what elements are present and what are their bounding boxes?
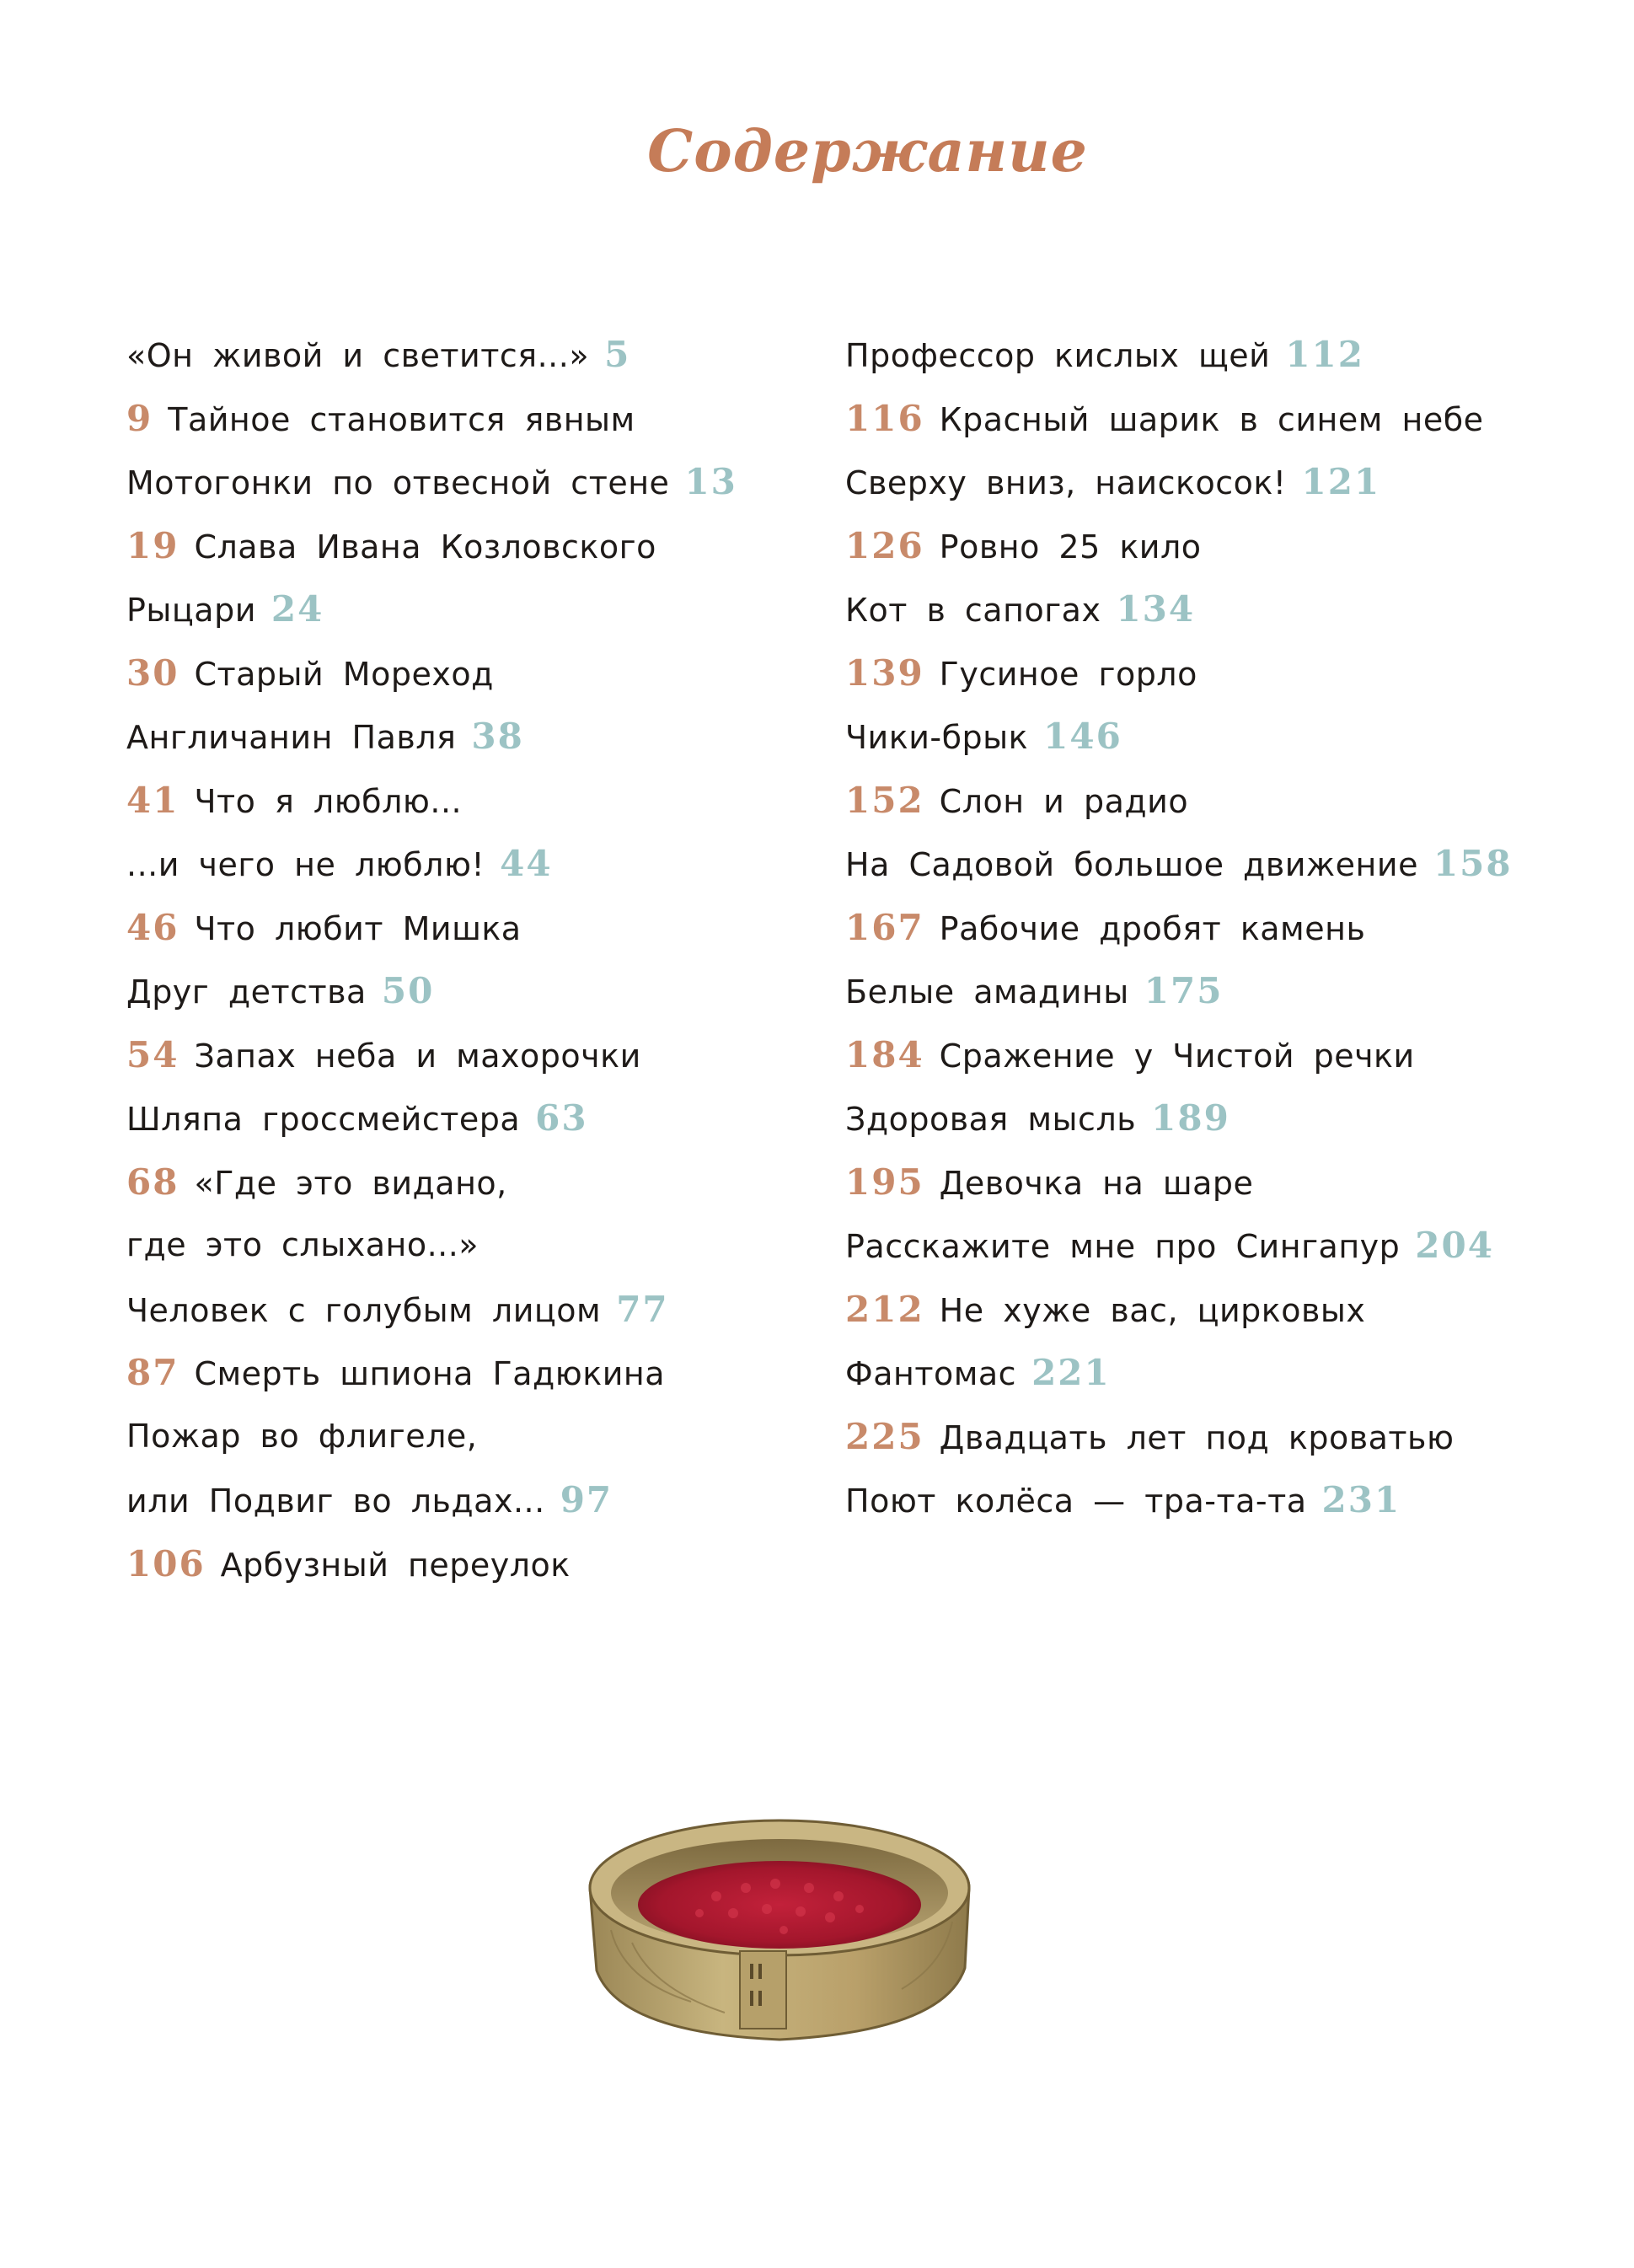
entry-title: Рыцари — [126, 592, 256, 629]
page-number: 175 — [1144, 970, 1224, 1011]
entry-title: или Подвиг во льдах... — [126, 1483, 545, 1520]
toc-entry — [845, 641, 1513, 705]
entry-title: Расскажите мне про Сингапур — [845, 1228, 1401, 1265]
toc-entry — [126, 1532, 737, 1596]
page-number: 87 — [126, 1352, 179, 1393]
toc-entry — [845, 1468, 1513, 1532]
toc-entry — [126, 1214, 737, 1278]
toc-entry — [845, 896, 1513, 960]
page-number: 195 — [845, 1161, 924, 1203]
toc-right-column — [845, 323, 1513, 1532]
toc-entry — [845, 1150, 1513, 1214]
toc-entry — [126, 577, 737, 641]
toc-entry — [845, 1341, 1513, 1405]
page-number: 231 — [1321, 1479, 1401, 1520]
page-number: 5 — [604, 334, 631, 375]
entry-title: Гусиное горло — [939, 655, 1197, 693]
page-number: 106 — [126, 1542, 206, 1584]
toc-entry — [845, 514, 1513, 578]
toc-entry — [845, 1086, 1513, 1150]
page-number: 68 — [126, 1161, 179, 1203]
entry-title: Пожар во флигеле, — [126, 1417, 478, 1455]
entry-title: Не хуже вас, цирковых — [939, 1291, 1366, 1329]
page-number: 167 — [845, 906, 924, 948]
entry-title: Двадцать лет под кроватью — [939, 1418, 1455, 1456]
entry-title: «Где это видано, — [194, 1164, 507, 1202]
entry-title: где это слыхано...» — [126, 1226, 479, 1263]
toc-entry — [845, 387, 1513, 451]
toc-entry — [126, 1150, 737, 1214]
toc-entry — [845, 1214, 1513, 1278]
toc-entry — [845, 832, 1513, 896]
entry-title: Что любит Мишка — [194, 909, 522, 947]
entry-title: Человек с голубым лицом — [126, 1291, 602, 1329]
toc-entry — [126, 959, 737, 1023]
entry-title: Запах неба и махорочки — [194, 1037, 641, 1075]
toc-entry — [845, 959, 1513, 1023]
entry-title: Что я люблю... — [194, 782, 463, 820]
toc-entry — [126, 1341, 737, 1405]
entry-title: Ровно 25 кило — [939, 528, 1202, 566]
entry-title: На Садовой большое движение — [845, 846, 1418, 883]
entry-title: ...и чего не люблю! — [126, 846, 485, 883]
toc-entry — [845, 1023, 1513, 1087]
page-number: 9 — [126, 397, 153, 439]
page-number: 184 — [845, 1033, 924, 1075]
entry-title: Друг детства — [126, 973, 367, 1011]
entry-title: Сражение у Чистой речки — [939, 1037, 1415, 1075]
page-number: 221 — [1031, 1352, 1111, 1393]
toc-entry — [126, 1086, 737, 1150]
entry-title: Девочка на шаре — [939, 1164, 1254, 1202]
page-number: 54 — [126, 1033, 179, 1075]
page-number: 77 — [616, 1288, 669, 1330]
page-title: Содержание — [647, 118, 1088, 185]
toc-entry — [845, 705, 1513, 769]
page-number: 112 — [1285, 334, 1364, 375]
page-number: 126 — [845, 524, 924, 566]
toc-entry — [845, 1405, 1513, 1469]
entry-title: Шляпа гроссмейстера — [126, 1101, 521, 1138]
page-number: 225 — [845, 1415, 924, 1457]
page-number: 139 — [845, 651, 924, 694]
page-number: 63 — [535, 1097, 588, 1139]
entry-title: Арбузный переулок — [220, 1546, 571, 1584]
entry-title: Здоровая мысль — [845, 1101, 1137, 1138]
toc-entry — [126, 323, 737, 387]
toc-entry — [126, 769, 737, 833]
toc-entry — [126, 1405, 737, 1469]
toc-entry — [126, 450, 737, 514]
page-number: 212 — [845, 1288, 924, 1330]
entry-title: Кот в сапогах — [845, 592, 1101, 629]
page-number: 158 — [1433, 843, 1513, 884]
toc-entry — [845, 577, 1513, 641]
page-number: 24 — [271, 588, 324, 630]
toc-entry — [126, 1468, 737, 1532]
page-number: 189 — [1151, 1097, 1230, 1139]
entry-title: Старый Мореход — [194, 655, 494, 693]
entry-title: Фантомас — [845, 1355, 1017, 1392]
toc-entry — [126, 387, 737, 451]
entry-title: Чики-брык — [845, 719, 1029, 756]
page-number: 46 — [126, 906, 179, 948]
entry-title: Англичанин Павля — [126, 719, 457, 756]
toc-entry — [845, 1278, 1513, 1342]
page-number: 116 — [845, 397, 924, 439]
page-number: 121 — [1301, 461, 1381, 502]
page-number: 41 — [126, 779, 179, 821]
toc-entry — [845, 323, 1513, 387]
entry-title: Тайное становится явным — [168, 400, 635, 438]
page-number: 30 — [126, 651, 179, 694]
toc-entry — [126, 896, 737, 960]
entry-title: Поют колёса — тра-та-та — [845, 1483, 1307, 1520]
page-number: 97 — [560, 1479, 613, 1520]
page-number: 204 — [1415, 1225, 1494, 1266]
entry-title: «Он живой и светится...» — [126, 337, 590, 374]
toc-left-column — [126, 323, 737, 1595]
entry-title: Слон и радио — [939, 782, 1189, 820]
toc-entry — [126, 1023, 737, 1087]
page-number: 50 — [381, 970, 435, 1011]
entry-title: Рабочие дробят камень — [939, 909, 1366, 947]
toc-entry — [126, 1278, 737, 1342]
page-number: 152 — [845, 779, 924, 821]
entry-title: Мотогонки по отвесной стене — [126, 464, 670, 501]
page-number: 146 — [1043, 716, 1122, 757]
entry-title: Смерть шпиона Гадюкина — [194, 1355, 666, 1392]
toc-entry — [845, 769, 1513, 833]
entry-title: Сверху вниз, наискосок! — [845, 464, 1287, 501]
page-number: 134 — [1116, 588, 1196, 630]
entry-title: Профессор кислых щей — [845, 337, 1271, 374]
toc-entry — [126, 641, 737, 705]
toc-entry — [126, 832, 737, 896]
toc-entry — [126, 705, 737, 769]
page-number: 19 — [126, 524, 179, 566]
page-number: 13 — [684, 461, 737, 502]
toc-entry — [126, 514, 737, 578]
page-number: 38 — [471, 716, 524, 757]
entry-title: Белые амадины — [845, 973, 1129, 1011]
entry-title: Слава Ивана Козловского — [194, 528, 656, 566]
entry-title: Красный шарик в синем небе — [939, 400, 1484, 438]
page-number: 44 — [500, 843, 553, 884]
wooden-berry-basket-icon — [573, 1761, 986, 2065]
toc-entry — [845, 450, 1513, 514]
